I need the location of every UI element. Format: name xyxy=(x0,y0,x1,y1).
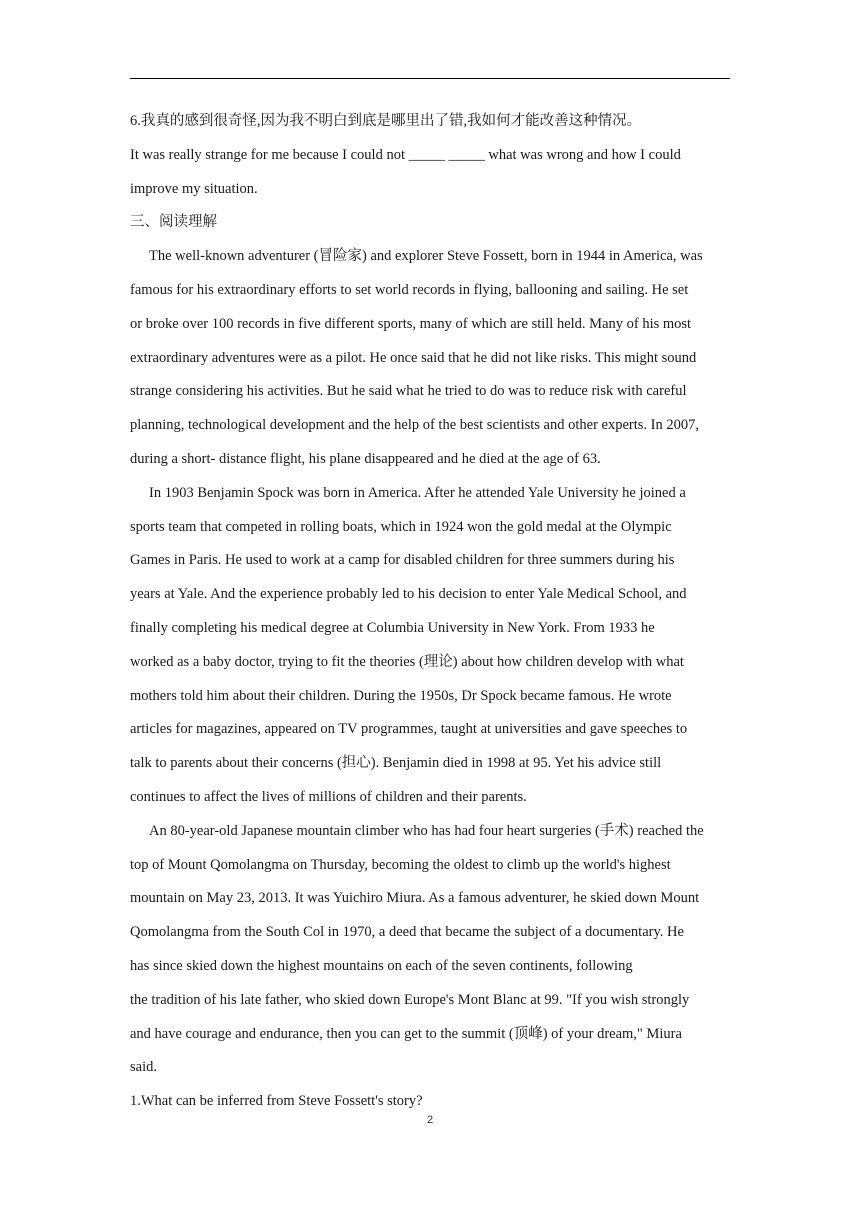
text-line: continues to affect the lives of millions of children and their parents. xyxy=(130,788,527,805)
text-line: worked as a baby doctor, trying to fit the theories (理论) about how children develop with what xyxy=(130,653,684,670)
text-line: and have courage and endurance, then you can get to the summit (顶峰) of your dream," Miura xyxy=(130,1025,682,1042)
text-line: talk to parents about their concerns (担心). Benjamin died in 1998 at 95. Yet his advice still xyxy=(130,755,662,772)
text-line: top of Mount Qomolangma on Thursday, becoming the oldest to climb up the world's highest xyxy=(130,856,671,873)
text-line: Qomolangma from the South Col in 1970, a deed that became the subject of a documentary. He xyxy=(130,924,684,941)
text-line: years at Yale. And the experience probably led to his decision to enter Yale Medical School, and xyxy=(130,586,687,603)
text-line: mountain on May 23, 2013. It was Yuichiro Miura. As a famous adventurer, he skied down Mount xyxy=(130,890,700,907)
text-line: The well-known adventurer (冒险家) and explorer Steve Fossett, born in 1944 in America, was xyxy=(149,248,703,265)
text-line: An 80-year-old Japanese mountain climber who has had four heart surgeries (手术) reached the xyxy=(149,822,704,839)
paragraph-yuichiro-miura xyxy=(130,815,730,1085)
question-1: 1.What can be inferred from Steve Fossett's story? xyxy=(130,1093,423,1110)
question-6-chinese: 6.我真的感到很奇怪,因为我不明白到底是哪里出了错,我如何才能改善这种情况。 xyxy=(130,113,642,129)
page-number: 2 xyxy=(426,1114,434,1126)
text-line: strange considering his activities. But he said what he tried to do was to reduce risk with careful xyxy=(130,383,687,400)
text-line: finally completing his medical degree at Columbia University in New York. From 1933 he xyxy=(130,619,655,636)
text-line: sports team that competed in rolling boats, which in 1924 won the gold medal at the Olympic xyxy=(130,518,672,535)
text-line: said. xyxy=(130,1059,157,1076)
text-line: planning, technological development and the help of the best scientists and other experts. In 2007, xyxy=(130,417,699,434)
text-line: the tradition of his late father, who skied down Europe's Mont Blanc at 99. "If you wish strongly xyxy=(130,991,690,1008)
section-heading: 三、阅读理解 xyxy=(130,214,217,231)
question-6-english-line-1: It was really strange for me because I could not _____ _____ what was wrong and how I could xyxy=(130,146,681,163)
text-line: has since skied down the highest mountains on each of the seven continents, following xyxy=(130,957,633,974)
text-line: In 1903 Benjamin Spock was born in America. After he attended Yale University he joined a xyxy=(149,484,686,501)
header-rule xyxy=(130,78,730,79)
text-line: or broke over 100 records in five different sports, many of which are still held. Many of his most xyxy=(130,315,692,332)
text-line: famous for his extraordinary efforts to set world records in flying, ballooning and sailing. He set xyxy=(130,281,689,298)
text-line: mothers told him about their children. During the 1950s, Dr Spock became famous. He wrote xyxy=(130,687,672,704)
question-6-english-line-2: improve my situation. xyxy=(130,180,258,197)
paragraph-benjamin-spock xyxy=(130,477,730,815)
text-line: during a short- distance flight, his plane disappeared and he died at the age of 63. xyxy=(130,450,601,467)
text-line: extraordinary adventures were as a pilot. He once said that he did not like risks. This might sound xyxy=(130,349,697,366)
document-body xyxy=(130,105,730,1119)
text-line: articles for magazines, appeared on TV programmes, taught at universities and gave speeches to xyxy=(130,721,688,738)
text-line: Games in Paris. He used to work at a camp for disabled children for three summers during his xyxy=(130,552,675,569)
paragraph-steve-fossett xyxy=(130,240,730,477)
